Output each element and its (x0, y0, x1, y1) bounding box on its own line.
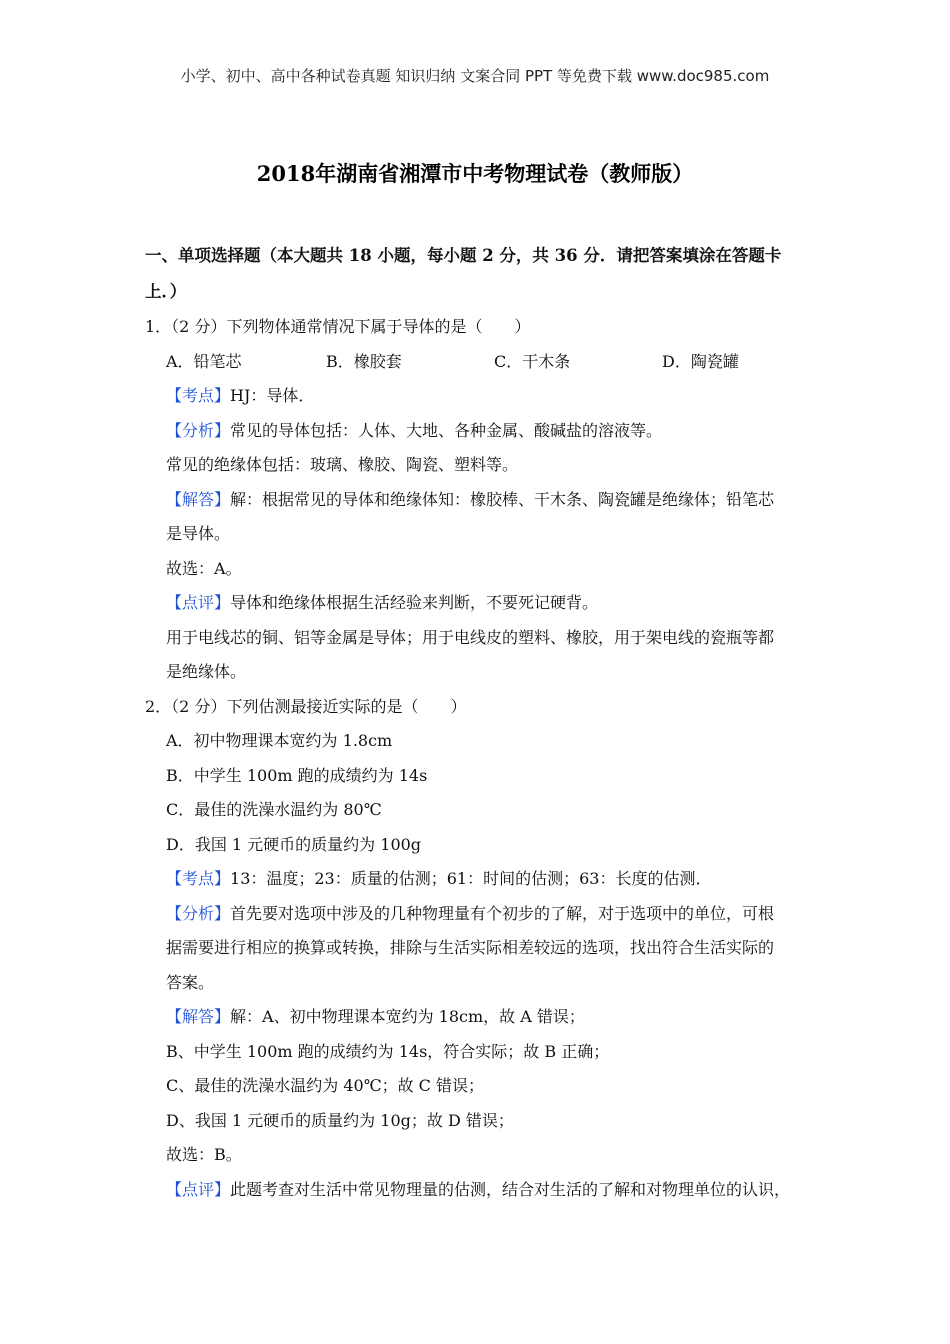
q2-fenxi: 【分析】首先要对选项中涉及的几种物理量有个初步的了解，对于选项中的单位，可根 (166, 903, 775, 923)
page-title: 2018年湖南省湘潭市中考物理试卷（教师版） (256, 161, 694, 186)
q2-jieda: 【解答】解：A、初中物理课本宽约为 18cm，故 A 错误； (166, 1007, 585, 1026)
q1-kaodian: 【考点】HJ：导体． (166, 386, 315, 405)
q2-kaodian: 【考点】13：温度；23：质量的估测；61：时间的估测；63：长度的估测． (166, 869, 712, 888)
option-a: A．初中物理课本宽约为 1.8cm (166, 731, 393, 750)
q2-jieda-cont3: D、我国 1 元硬币的质量约为 10g；故 D 错误； (166, 1110, 514, 1130)
option-a: A．铅笔芯 (166, 351, 242, 371)
question-1-stem: 1．（2 分）下列物体通常情况下属于导体的是（ ） (145, 317, 531, 336)
kaodian-tag: 【考点】 (166, 386, 231, 405)
q2-dianping: 【点评】此题考查对生活中常见物理量的估测，结合对生活的了解和对物理单位的认识， (166, 1179, 791, 1199)
fenxi-tag: 【分析】 (166, 420, 231, 440)
fenxi-tag: 【分析】 (166, 903, 231, 923)
option-d: D．陶瓷罐 (662, 351, 739, 371)
option-b: B．橡胶套 (326, 351, 402, 371)
q1-jieda: 【解答】解：根据常见的导体和绝缘体知：橡胶棒、干木条、陶瓷罐是绝缘体；铅笔芯 (166, 489, 775, 509)
q2-answer: 故选：B。 (166, 1145, 242, 1164)
section-heading: 一、单项选择题（本大题共 18 小题，每小题 2 分，共 36 分．请把答案填涂在答题卡 (145, 246, 782, 265)
q1-fenxi: 【分析】常见的导体包括：人体、大地、各种金属、酸碱盐的溶液等。 (166, 420, 663, 440)
jieda-tag: 【解答】 (166, 489, 231, 509)
q1-jieda-cont: 是导体。 (166, 524, 231, 543)
q2-jieda-cont: B、中学生 100m 跑的成绩约为 14s，符合实际；故 B 正确； (166, 1041, 610, 1061)
option-c: C．干木条 (494, 351, 571, 371)
question-2-stem: 2．（2 分）下列估测最接近实际的是（ ） (145, 696, 467, 716)
section-heading-cont: 上．） (145, 282, 187, 301)
q1-answer: 故选：A。 (166, 558, 242, 578)
dianping-tag: 【点评】 (166, 1179, 231, 1199)
jieda-tag: 【解答】 (166, 1007, 231, 1026)
q1-dianping: 【点评】导体和绝缘体根据生活经验来判断，不要死记硬背。 (166, 593, 599, 612)
q1-fenxi-cont: 常见的绝缘体包括：玻璃、橡胶、陶瓷、塑料等。 (166, 455, 519, 474)
option-b: B．中学生 100m 跑的成绩约为 14s (166, 765, 428, 785)
q2-fenxi-cont: 据需要进行相应的换算或转换，排除与生活实际相差较远的选项，找出符合生活实际的 (166, 938, 775, 957)
q1-dianping-cont: 用于电线芯的铜、铝等金属是导体；用于电线皮的塑料、橡胶，用于架电线的瓷瓶等都 (166, 627, 775, 647)
dianping-tag: 【点评】 (166, 593, 231, 612)
kaodian-tag: 【考点】 (166, 869, 231, 888)
q2-jieda-cont2: C、最佳的洗澡水温约为 40℃；故 C 错误； (166, 1076, 485, 1095)
question-1-options (145, 345, 825, 380)
option-c: C．最佳的洗澡水温约为 80℃ (166, 800, 382, 819)
option-d: D．我国 1 元硬币的质量约为 100g (166, 834, 422, 854)
q1-dianping-cont2: 是绝缘体。 (166, 662, 247, 681)
q2-fenxi-cont2: 答案。 (166, 972, 215, 992)
site-header: 小学、初中、高中各种试卷真题 知识归纳 文案合同 PPT 等免费下载 www.doc985.com (180, 67, 770, 85)
document-body (145, 238, 825, 1207)
